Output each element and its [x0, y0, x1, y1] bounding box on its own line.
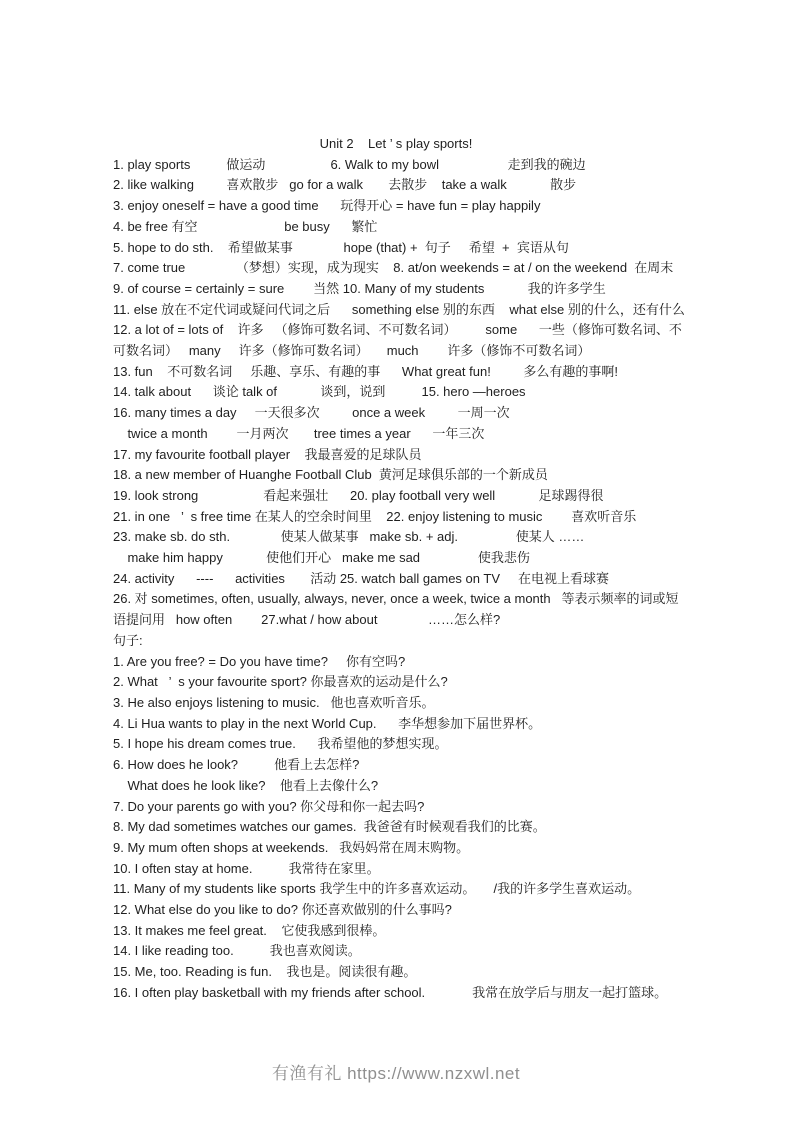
phrase-line: 23. make sb. do sth. 使某人做某事 make sb. + adj. 使某人 ……: [113, 529, 585, 545]
phrase-line: 3. enjoy oneself = have a good time 玩得开心 = have fun = play happily: [113, 198, 541, 214]
watermark-text: 有渔有礼 https://www.nzxwl.net: [271, 1064, 521, 1083]
sentence-line: 14. I like reading too. 我也喜欢阅读。: [113, 943, 361, 959]
sentence-line: What does he look like? 他看上去像什么?: [113, 777, 379, 793]
document-body: [113, 134, 685, 1004]
sentence-line: 7. Do your parents go with you? 你父母和你一起去吗?: [113, 798, 425, 814]
sentence-line: 12. What else do you like to do? 你还喜欢做别的什么事吗?: [113, 902, 452, 918]
phrase-line: 16. many times a day 一天很多次 once a week 一周一次: [113, 405, 510, 421]
phrase-line: 21. in one ’ s free time 在某人的空余时间里 22. enjoy listening to music 喜欢听音乐: [113, 508, 637, 524]
sentence-line: 15. Me, too. Reading is fun. 我也是。阅读很有趣。: [113, 964, 417, 980]
phrase-line: 语提问用 how often 27.what / how about ……怎么样?: [113, 612, 501, 628]
sentence-list: [113, 652, 679, 1004]
sentences-heading: 句子:: [113, 632, 143, 648]
sentence-line: 8. My dad sometimes watches our games. 我爸爸有时候观看我们的比赛。: [113, 819, 546, 835]
sentence-line: 6. How does he look? 他看上去怎样?: [113, 757, 360, 773]
phrase-line: 9. of course = certainly = sure 当然 10. Many of my students 我的许多学生: [113, 280, 606, 296]
phrase-line: make him happy 使他们开心 make me sad 使我悲伤: [113, 550, 530, 566]
page-title: Unit 2 Let ’ s play sports!: [319, 136, 473, 151]
phrase-line: twice a month 一月两次 tree times a year 一年三次: [113, 425, 485, 441]
phrase-line: 13. fun 不可数名词 乐趣、享乐、有趣的事 What great fun! 多么有趣的事啊!: [113, 363, 618, 379]
phrase-line: 12. a lot of = lots of 许多 （修饰可数名词、不可数名词） some 一些（修饰可数名词、不: [113, 322, 682, 338]
sentence-line: 1. Are you free? = Do you have time? 你有空吗?: [113, 653, 406, 669]
phrase-line: 18. a new member of Huanghe Football Club 黄河足球俱乐部的一个新成员: [113, 467, 548, 483]
phrase-line: 19. look strong 看起来强壮 20. play football very well 足球踢得很: [113, 487, 604, 503]
sentence-line: 9. My mum often shops at weekends. 我妈妈常在周末购物。: [113, 839, 470, 855]
phrase-line: 14. talk about 谈论 talk of 谈到，说到 15. hero —heroes: [113, 384, 526, 400]
sentence-line: 13. It makes me feel great. 它使我感到很棒。: [113, 922, 386, 938]
sentence-line: 2. What ’ s your favourite sport? 你最喜欢的运动是什么?: [113, 674, 448, 690]
sentence-line: 4. Li Hua wants to play in the next World Cup. 李华想参加下届世界杯。: [113, 715, 542, 731]
phrase-line: 11. else 放在不定代词或疑问代词之后 something else 别的东西 what else 别的什么，还有什么: [113, 301, 685, 317]
sentence-line: 5. I hope his dream comes true. 我希望他的梦想实现。: [113, 736, 448, 752]
phrase-line: 可数名词） many 许多（修饰可数名词） much 许多（修饰不可数名词）: [113, 343, 591, 359]
phrase-line: 2. like walking 喜欢散步 go for a walk 去散步 take a walk 散步: [113, 177, 577, 193]
phrase-line: 1. play sports 做运动 6. Walk to my bowl 走到我的碗边: [113, 156, 586, 172]
phrase-list: [113, 155, 685, 631]
sentence-line: 3. He also enjoys listening to music. 他也喜欢听音乐。: [113, 694, 435, 710]
sentence-line: 10. I often stay at home. 我常待在家里。: [113, 860, 380, 876]
phrase-line: 17. my favourite football player 我最喜爱的足球队员: [113, 446, 422, 462]
sentence-line: 16. I often play basketball with my friends after school. 我常在放学后与朋友一起打篮球。: [113, 984, 668, 1000]
sentence-line: 11. Many of my students like sports 我学生中的许多喜欢运动。 /我的许多学生喜欢运动。: [113, 881, 641, 897]
phrase-line: 5. hope to do sth. 希望做某事 hope (that) + 句子 希望 + 宾语从句: [113, 239, 569, 255]
watermark-footer: [0, 1064, 792, 1085]
phrase-line: 24. activity ---- activities 活动 25. watch ball games on TV 在电视上看球赛: [113, 570, 610, 586]
phrase-line: 4. be free 有空 be busy 繁忙: [113, 218, 378, 234]
phrase-line: 7. come true （梦想）实现，成为现实 8. at/on weekends = at / on the weekend 在周末: [113, 260, 674, 276]
phrase-line: 26. 对 sometimes, often, usually, always, never, once a week, twice a month 等表示频率的词或短: [113, 591, 679, 607]
